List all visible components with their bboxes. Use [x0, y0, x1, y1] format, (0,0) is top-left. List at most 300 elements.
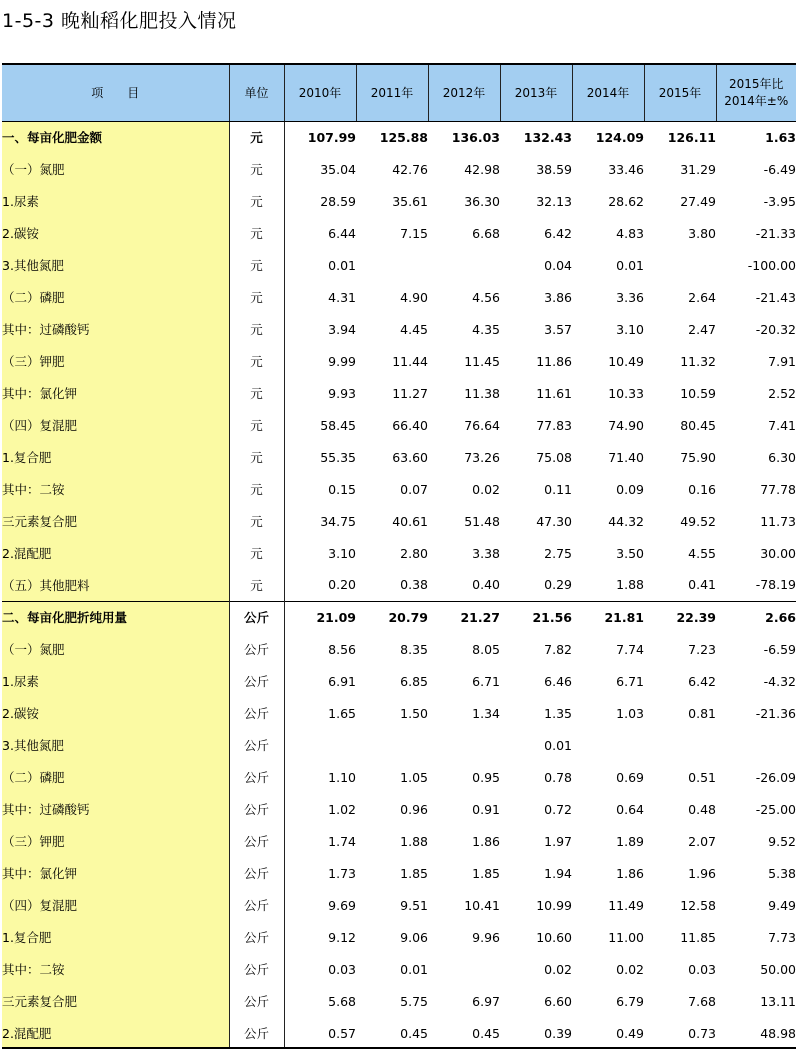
row-unit: 元 — [229, 345, 284, 377]
row-label: 2.混配肥 — [2, 1017, 229, 1049]
value-cell: 63.60 — [392, 449, 428, 465]
value-cell: 0.02 — [472, 481, 500, 497]
row-label: 2.碳铵 — [2, 217, 229, 249]
value-cell: 126.11 — [644, 121, 716, 153]
change-cell: 2.52 — [768, 385, 796, 401]
table-row — [2, 249, 796, 281]
table-row — [2, 153, 796, 185]
value-cell: 0.16 — [688, 481, 716, 497]
value-cell: 11.00 — [608, 929, 644, 945]
change-cell: 6.30 — [768, 449, 796, 465]
row-unit: 公斤 — [229, 697, 284, 729]
row-label: 二、每亩化肥折纯用量 — [2, 601, 229, 633]
row-unit: 公斤 — [229, 729, 284, 761]
table-row — [2, 345, 796, 377]
row-label: （二）磷肥 — [2, 761, 229, 793]
value-cell: 11.86 — [536, 353, 572, 369]
value-cell: 21.27 — [428, 601, 500, 633]
row-label: 其中：二铵 — [2, 953, 229, 985]
value-cell: 2.75 — [544, 545, 572, 561]
value-cell: 73.26 — [464, 449, 500, 465]
value-cell: 0.15 — [328, 481, 356, 497]
value-cell: 1.94 — [544, 865, 572, 881]
value-cell: 125.88 — [356, 121, 428, 153]
value-cell: 0.95 — [472, 769, 500, 785]
row-label: （四）复混肥 — [2, 409, 229, 441]
row-label: 其中：过磷酸钙 — [2, 313, 229, 345]
change-cell: 7.41 — [768, 417, 796, 433]
value-cell: 51.48 — [464, 513, 500, 529]
value-cell: 31.29 — [680, 161, 716, 177]
change-cell: 1.63 — [716, 121, 796, 153]
row-unit: 元 — [229, 249, 284, 281]
table-row — [2, 185, 796, 217]
row-unit: 元 — [229, 153, 284, 185]
row-unit: 元 — [229, 217, 284, 249]
table-row — [2, 697, 796, 729]
value-cell: 0.03 — [688, 961, 716, 977]
value-cell — [644, 249, 716, 281]
value-cell: 0.49 — [616, 1025, 644, 1041]
row-label: 一、每亩化肥金额 — [2, 121, 229, 153]
value-cell: 20.79 — [356, 601, 428, 633]
value-cell: 76.64 — [464, 417, 500, 433]
value-cell: 28.62 — [608, 193, 644, 209]
value-cell: 4.56 — [472, 289, 500, 305]
value-cell — [428, 249, 500, 281]
change-cell: -21.33 — [755, 225, 796, 241]
value-cell: 10.59 — [680, 385, 716, 401]
value-cell: 35.04 — [320, 161, 356, 177]
value-cell: 3.10 — [616, 321, 644, 337]
value-cell: 0.03 — [328, 961, 356, 977]
value-cell: 1.88 — [400, 833, 428, 849]
value-cell: 3.94 — [328, 321, 356, 337]
value-cell: 1.02 — [328, 801, 356, 817]
value-cell: 0.78 — [544, 769, 572, 785]
value-cell — [356, 249, 428, 281]
table-row — [2, 921, 796, 953]
row-unit: 元 — [229, 121, 284, 153]
value-cell: 0.73 — [688, 1025, 716, 1041]
change-cell: -26.09 — [755, 769, 796, 785]
row-label: 2.碳铵 — [2, 697, 229, 729]
change-cell: 30.00 — [760, 545, 796, 561]
value-cell: 21.56 — [500, 601, 572, 633]
value-cell: 7.82 — [544, 641, 572, 657]
value-cell: 3.10 — [328, 545, 356, 561]
value-cell: 10.49 — [608, 353, 644, 369]
value-cell: 0.69 — [616, 769, 644, 785]
value-cell: 10.33 — [608, 385, 644, 401]
row-unit: 公斤 — [229, 601, 284, 633]
value-cell: 1.88 — [616, 577, 644, 593]
value-cell: 1.05 — [400, 769, 428, 785]
value-cell: 124.09 — [572, 121, 644, 153]
header-year-2015: 2015年 — [644, 64, 716, 121]
value-cell: 1.34 — [472, 705, 500, 721]
row-label: （四）复混肥 — [2, 889, 229, 921]
value-cell: 6.85 — [400, 673, 428, 689]
header-year-2011: 2011年 — [356, 64, 428, 121]
value-cell: 1.35 — [544, 705, 572, 721]
value-cell: 6.68 — [472, 225, 500, 241]
value-cell: 1.86 — [472, 833, 500, 849]
value-cell: 11.32 — [680, 353, 716, 369]
value-cell: 1.85 — [400, 865, 428, 881]
value-cell: 1.03 — [616, 705, 644, 721]
row-unit: 公斤 — [229, 985, 284, 1017]
row-label: （三）钾肥 — [2, 825, 229, 857]
row-unit: 元 — [229, 281, 284, 313]
row-unit: 公斤 — [229, 825, 284, 857]
value-cell: 11.38 — [464, 385, 500, 401]
page-title: 1-5-3 晚籼稻化肥投入情况 — [2, 10, 237, 32]
value-cell: 11.45 — [464, 353, 500, 369]
change-cell: 50.00 — [760, 961, 796, 977]
value-cell: 44.32 — [608, 513, 644, 529]
value-cell: 9.93 — [328, 385, 356, 401]
change-cell: 77.78 — [760, 481, 796, 497]
change-cell: -6.59 — [763, 641, 796, 657]
value-cell: 2.64 — [688, 289, 716, 305]
value-cell: 9.99 — [328, 353, 356, 369]
value-cell: 38.59 — [536, 161, 572, 177]
row-unit: 元 — [229, 185, 284, 217]
value-cell: 40.61 — [392, 513, 428, 529]
value-cell: 132.43 — [500, 121, 572, 153]
value-cell: 2.07 — [688, 833, 716, 849]
value-cell: 1.10 — [328, 769, 356, 785]
value-cell: 2.80 — [400, 545, 428, 561]
value-cell: 0.91 — [472, 801, 500, 817]
row-label: 1.尿素 — [2, 185, 229, 217]
value-cell: 107.99 — [284, 121, 356, 153]
change-cell: 7.73 — [768, 929, 796, 945]
row-unit: 公斤 — [229, 793, 284, 825]
row-label: （一）氮肥 — [2, 633, 229, 665]
value-cell: 7.74 — [616, 641, 644, 657]
value-cell: 3.50 — [616, 545, 644, 561]
value-cell: 0.48 — [688, 801, 716, 817]
table-row — [2, 761, 796, 793]
table-row — [2, 505, 796, 537]
value-cell: 5.75 — [400, 993, 428, 1009]
header-change-line2: 2014年±% — [724, 93, 789, 108]
value-cell: 0.01 — [544, 737, 572, 753]
value-cell: 10.99 — [536, 897, 572, 913]
value-cell: 0.02 — [544, 961, 572, 977]
value-cell: 4.35 — [472, 321, 500, 337]
value-cell: 32.13 — [536, 193, 572, 209]
value-cell: 4.83 — [616, 225, 644, 241]
value-cell: 74.90 — [608, 417, 644, 433]
value-cell: 66.40 — [392, 417, 428, 433]
table-row — [2, 377, 796, 409]
value-cell: 10.41 — [464, 897, 500, 913]
value-cell: 36.30 — [464, 193, 500, 209]
header-year-2013: 2013年 — [500, 64, 572, 121]
table-row — [2, 729, 796, 761]
value-cell: 0.39 — [544, 1025, 572, 1041]
table-row — [2, 217, 796, 249]
value-cell: 6.60 — [544, 993, 572, 1009]
value-cell: 8.56 — [328, 641, 356, 657]
value-cell: 49.52 — [680, 513, 716, 529]
value-cell: 0.40 — [472, 577, 500, 593]
change-cell: -25.00 — [755, 801, 796, 817]
value-cell: 0.81 — [688, 705, 716, 721]
change-cell: 9.49 — [768, 897, 796, 913]
change-cell: 2.66 — [716, 601, 796, 633]
change-cell: -78.19 — [755, 577, 796, 593]
row-label: 1.尿素 — [2, 665, 229, 697]
table-row — [2, 665, 796, 697]
value-cell: 3.36 — [616, 289, 644, 305]
value-cell: 0.38 — [400, 577, 428, 593]
row-unit: 公斤 — [229, 953, 284, 985]
row-label: （一）氮肥 — [2, 153, 229, 185]
value-cell — [644, 729, 716, 761]
row-label: 3.其他氮肥 — [2, 249, 229, 281]
value-cell: 5.68 — [328, 993, 356, 1009]
header-row — [2, 64, 796, 121]
row-label: 其中：过磷酸钙 — [2, 793, 229, 825]
value-cell: 7.68 — [688, 993, 716, 1009]
change-cell: -20.32 — [755, 321, 796, 337]
value-cell: 47.30 — [536, 513, 572, 529]
change-cell: -100.00 — [747, 257, 796, 273]
value-cell: 55.35 — [320, 449, 356, 465]
value-cell: 1.86 — [616, 865, 644, 881]
row-unit: 公斤 — [229, 633, 284, 665]
value-cell: 9.12 — [328, 929, 356, 945]
table-row — [2, 825, 796, 857]
value-cell: 22.39 — [644, 601, 716, 633]
value-cell: 0.04 — [544, 257, 572, 273]
row-unit: 元 — [229, 473, 284, 505]
value-cell: 11.27 — [392, 385, 428, 401]
table-row — [2, 953, 796, 985]
value-cell: 4.31 — [328, 289, 356, 305]
value-cell: 77.83 — [536, 417, 572, 433]
row-unit: 元 — [229, 313, 284, 345]
row-label: （五）其他肥料 — [2, 569, 229, 601]
value-cell: 2.47 — [688, 321, 716, 337]
value-cell: 42.98 — [464, 161, 500, 177]
value-cell: 6.42 — [688, 673, 716, 689]
change-cell: -4.32 — [763, 673, 796, 689]
value-cell: 0.57 — [328, 1025, 356, 1041]
row-unit: 元 — [229, 505, 284, 537]
value-cell: 75.08 — [536, 449, 572, 465]
value-cell: 6.71 — [472, 673, 500, 689]
row-label: 其中：氯化钾 — [2, 857, 229, 889]
value-cell: 7.23 — [688, 641, 716, 657]
value-cell: 80.45 — [680, 417, 716, 433]
table-row — [2, 889, 796, 921]
value-cell — [284, 729, 356, 761]
value-cell: 0.11 — [544, 481, 572, 497]
value-cell: 0.64 — [616, 801, 644, 817]
change-cell — [716, 729, 796, 761]
value-cell: 11.49 — [608, 897, 644, 913]
row-unit: 元 — [229, 569, 284, 601]
value-cell: 0.02 — [616, 961, 644, 977]
value-cell — [356, 729, 428, 761]
value-cell: 6.97 — [472, 993, 500, 1009]
row-label: 1.复合肥 — [2, 921, 229, 953]
value-cell: 9.96 — [472, 929, 500, 945]
row-label: （二）磷肥 — [2, 281, 229, 313]
table-row — [2, 473, 796, 505]
row-unit: 公斤 — [229, 761, 284, 793]
row-label: 三元素复合肥 — [2, 505, 229, 537]
value-cell: 58.45 — [320, 417, 356, 433]
value-cell: 0.01 — [328, 257, 356, 273]
row-unit: 公斤 — [229, 1017, 284, 1049]
value-cell: 0.72 — [544, 801, 572, 817]
row-unit: 公斤 — [229, 665, 284, 697]
header-year-2014: 2014年 — [572, 64, 644, 121]
value-cell: 4.90 — [400, 289, 428, 305]
value-cell: 7.15 — [400, 225, 428, 241]
value-cell: 136.03 — [428, 121, 500, 153]
value-cell: 42.76 — [392, 161, 428, 177]
value-cell: 3.57 — [544, 321, 572, 337]
value-cell: 6.91 — [328, 673, 356, 689]
value-cell: 6.42 — [544, 225, 572, 241]
value-cell: 1.73 — [328, 865, 356, 881]
value-cell: 9.51 — [400, 897, 428, 913]
table-row — [2, 793, 796, 825]
value-cell: 1.50 — [400, 705, 428, 721]
value-cell: 1.65 — [328, 705, 356, 721]
table-row — [2, 121, 796, 153]
value-cell: 27.49 — [680, 193, 716, 209]
row-label: 其中：二铵 — [2, 473, 229, 505]
change-cell: 7.91 — [768, 353, 796, 369]
value-cell: 21.81 — [572, 601, 644, 633]
row-label: 1.复合肥 — [2, 441, 229, 473]
value-cell: 0.45 — [472, 1025, 500, 1041]
change-cell: -3.95 — [763, 193, 796, 209]
change-cell: -21.43 — [755, 289, 796, 305]
value-cell — [572, 729, 644, 761]
value-cell: 1.89 — [616, 833, 644, 849]
value-cell: 21.09 — [284, 601, 356, 633]
value-cell: 8.05 — [472, 641, 500, 657]
value-cell: 0.41 — [688, 577, 716, 593]
value-cell: 11.61 — [536, 385, 572, 401]
change-cell: 13.11 — [760, 993, 796, 1009]
header-change-line1: 2015年比 — [728, 76, 784, 91]
table-bottom-rule — [2, 1047, 796, 1049]
row-label: 三元素复合肥 — [2, 985, 229, 1017]
value-cell: 75.90 — [680, 449, 716, 465]
value-cell: 4.45 — [400, 321, 428, 337]
value-cell: 3.80 — [688, 225, 716, 241]
row-unit: 元 — [229, 377, 284, 409]
change-cell: 9.52 — [768, 833, 796, 849]
table-row — [2, 281, 796, 313]
value-cell: 12.58 — [680, 897, 716, 913]
table-row — [2, 633, 796, 665]
header-unit: 单位 — [229, 64, 284, 121]
value-cell: 11.44 — [392, 353, 428, 369]
value-cell: 3.38 — [472, 545, 500, 561]
value-cell: 8.35 — [400, 641, 428, 657]
table-row — [2, 985, 796, 1017]
value-cell: 6.46 — [544, 673, 572, 689]
row-unit: 元 — [229, 409, 284, 441]
value-cell — [428, 729, 500, 761]
value-cell: 4.55 — [688, 545, 716, 561]
value-cell: 0.01 — [616, 257, 644, 273]
row-unit: 公斤 — [229, 921, 284, 953]
value-cell: 0.29 — [544, 577, 572, 593]
row-label: 2.混配肥 — [2, 537, 229, 569]
value-cell: 11.85 — [680, 929, 716, 945]
value-cell: 6.71 — [616, 673, 644, 689]
value-cell: 6.79 — [616, 993, 644, 1009]
change-cell: -21.36 — [755, 705, 796, 721]
value-cell: 0.45 — [400, 1025, 428, 1041]
row-unit: 公斤 — [229, 857, 284, 889]
table-row — [2, 537, 796, 569]
row-unit: 元 — [229, 441, 284, 473]
table-row — [2, 569, 796, 601]
table-row — [2, 409, 796, 441]
value-cell — [428, 953, 500, 985]
change-cell: 11.73 — [760, 513, 796, 529]
header-item: 项 目 — [2, 64, 229, 121]
value-cell: 3.86 — [544, 289, 572, 305]
value-cell: 33.46 — [608, 161, 644, 177]
header-change — [716, 64, 796, 121]
value-cell: 9.69 — [328, 897, 356, 913]
value-cell: 1.97 — [544, 833, 572, 849]
value-cell: 34.75 — [320, 513, 356, 529]
header-year-2012: 2012年 — [428, 64, 500, 121]
table-row — [2, 601, 796, 633]
header-year-2010: 2010年 — [284, 64, 356, 121]
row-unit: 元 — [229, 537, 284, 569]
change-cell: 48.98 — [760, 1025, 796, 1041]
table-row — [2, 857, 796, 889]
value-cell: 6.44 — [328, 225, 356, 241]
value-cell: 0.51 — [688, 769, 716, 785]
value-cell: 71.40 — [608, 449, 644, 465]
fertilizer-table — [2, 63, 796, 1049]
value-cell: 1.96 — [688, 865, 716, 881]
value-cell: 35.61 — [392, 193, 428, 209]
value-cell: 10.60 — [536, 929, 572, 945]
value-cell: 9.06 — [400, 929, 428, 945]
value-cell: 0.09 — [616, 481, 644, 497]
row-label: 其中：氯化钾 — [2, 377, 229, 409]
change-cell: 5.38 — [768, 865, 796, 881]
table-row — [2, 313, 796, 345]
row-label: （三）钾肥 — [2, 345, 229, 377]
table-row — [2, 441, 796, 473]
change-cell: -6.49 — [763, 161, 796, 177]
value-cell: 28.59 — [320, 193, 356, 209]
value-cell: 0.07 — [400, 481, 428, 497]
value-cell: 0.01 — [400, 961, 428, 977]
value-cell: 1.74 — [328, 833, 356, 849]
value-cell: 0.20 — [328, 577, 356, 593]
